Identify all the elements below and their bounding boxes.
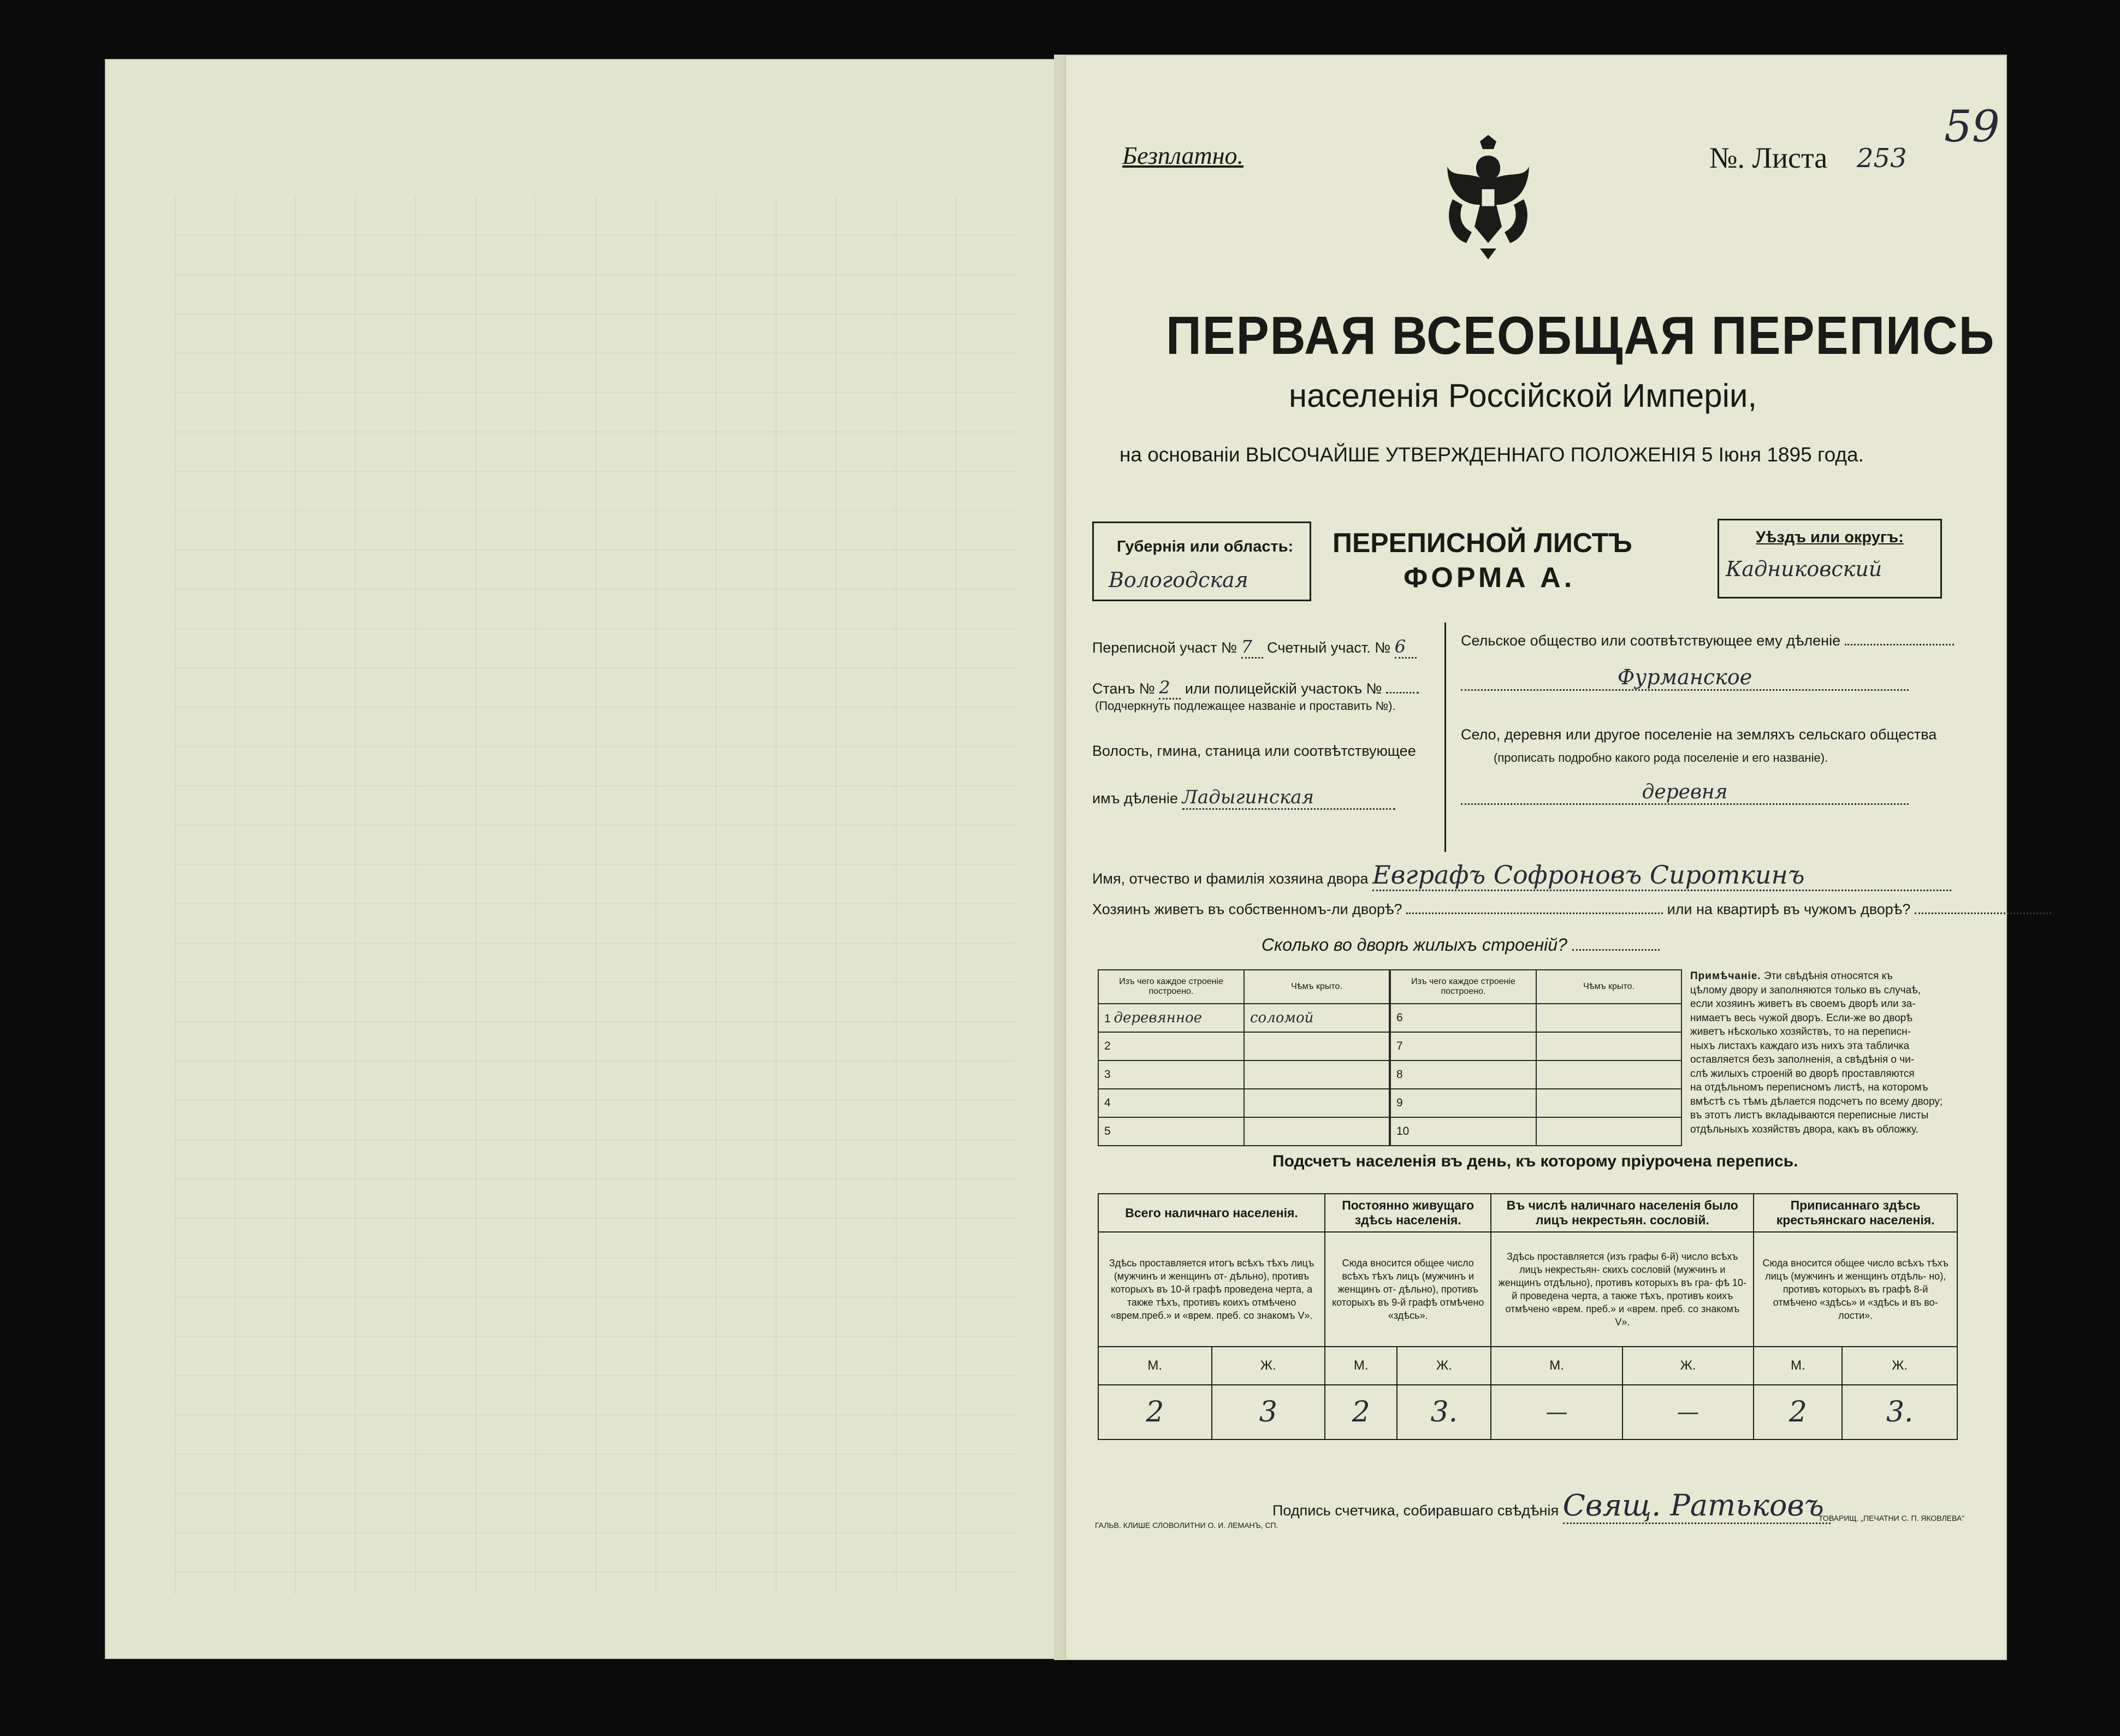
note-line: вмѣстѣ съ тѣмъ дѣлается подсчетъ по всему двору; — [1690, 1095, 1943, 1107]
note-block — [1690, 969, 1958, 1136]
village-note: (прописать подробно какого рода поселеніе и его названіе). — [1494, 751, 1828, 765]
rented-label: или на квартирѣ въ чужомъ дворѣ? — [1667, 901, 1911, 917]
count-col-desc: Здѣсь проставляется итогъ всѣхъ тѣхъ лицъ (мужчинъ и женщинъ от- дѣльно), противъ которыхъ въ 10-й графѣ проведена черта, а также тѣхъ, противъ коихъ отмѣчено «врем.преб.» и «врем. преб. со знакомъ V». — [1098, 1232, 1325, 1347]
note-line: оставляется безъ заполненія, а свѣдѣнія о чи- — [1690, 1054, 1915, 1065]
owner-label: Имя, отчество и фамилія хозяина двора — [1092, 870, 1369, 887]
female-label: Ж. — [1397, 1347, 1491, 1385]
bleed-through-grid — [175, 197, 1016, 1595]
rented-fill — [1915, 913, 2051, 914]
count-section-label: Счетный участ. № — [1267, 639, 1391, 656]
stan-value: 2 — [1159, 677, 1181, 700]
permanent-female: 3. — [1397, 1385, 1491, 1439]
table-row: 9 — [1390, 1089, 1681, 1117]
buildings-table-right — [1390, 969, 1682, 1146]
permanent-male: 2 — [1325, 1385, 1397, 1439]
table-row: 3 — [1098, 1060, 1389, 1089]
count-col-head: Постоянно живущаго здѣсь населенія. — [1325, 1194, 1491, 1232]
buildings-row — [1262, 935, 1660, 955]
note-line: слѣ жилыхъ строеній во дворѣ проставляются — [1690, 1068, 1915, 1080]
col-roof-header: Чѣмъ крыто. — [1244, 970, 1389, 1004]
population-count-table — [1098, 1193, 1958, 1440]
table-row: 1 деревянное соломой — [1098, 1004, 1389, 1032]
male-label: М. — [1325, 1347, 1397, 1385]
archive-number: 59 — [1944, 101, 2000, 152]
gubernia-label: Губернія или область: — [1117, 538, 1294, 555]
sheet-number-value: 253 — [1857, 143, 1907, 174]
volost-label-2: имъ дѣленіе — [1092, 790, 1179, 807]
note-line: цѣлому двору и заполняются только въ случаѣ, — [1690, 984, 1921, 996]
female-label: Ж. — [1622, 1347, 1754, 1385]
owner-row — [1092, 860, 1951, 891]
table-row: 8 — [1390, 1060, 1681, 1089]
table-row: 7 — [1390, 1032, 1681, 1060]
village-value: деревня — [1461, 781, 1909, 805]
decree-line: на основаніи ВЫСОЧАЙШЕ УТВЕРЖДЕННАГО ПОЛОЖЕНІЯ 5 Іюня 1895 года. — [1120, 443, 1864, 466]
subtitle: населенія Россійской Имперіи, — [1289, 377, 1757, 414]
signature-value: Свящ. Ратьковъ — [1563, 1488, 1831, 1524]
fields-divider — [1444, 623, 1446, 852]
buildings-table-left — [1098, 969, 1390, 1146]
table-row: 5 — [1098, 1117, 1389, 1146]
police-label: или полицейскій участокъ № — [1185, 680, 1382, 697]
count-title: Подсчетъ населенія въ день, къ которому пріурочена перепись. — [1272, 1152, 1798, 1170]
count-col-head: Всего наличнаго населенія. — [1098, 1194, 1325, 1232]
noncrestian-male: — — [1491, 1385, 1622, 1439]
note-line: нимаетъ весь чужой дворъ. Если-же во дворѣ — [1690, 1012, 1912, 1024]
village-label: Село, деревня или другое поселеніе на земляхъ сельскаго общества — [1461, 726, 1937, 743]
sheet-number-label: №. Листа — [1709, 141, 1828, 174]
census-section-value: 7 — [1241, 636, 1263, 659]
note-line: въ этотъ листъ вкладываются переписные листы — [1690, 1110, 1929, 1121]
stan-row — [1092, 677, 1419, 700]
count-section-value: 6 — [1395, 636, 1417, 659]
female-label: Ж. — [1842, 1347, 1957, 1385]
count-col-desc: Сюда вносится общее число всѣхъ тѣхъ лицъ (мужчинъ и женщинъ отдѣль- но), противъ которыхъ въ графѣ 8-й отмѣчено «здѣсь» и «здѣсь и въ во- лости». — [1754, 1232, 1957, 1347]
stan-label: Станъ № — [1092, 680, 1155, 697]
uezd-label: Уѣздъ или округъ: — [1756, 529, 1904, 546]
col-roof-header-2: Чѣмъ крыто. — [1536, 970, 1681, 1004]
double-headed-eagle-icon — [1442, 134, 1535, 262]
note-line: если хозяинъ живетъ въ своемъ дворѣ или за- — [1690, 998, 1916, 1010]
table-row: 2 — [1098, 1032, 1389, 1060]
male-label: М. — [1754, 1347, 1842, 1385]
village-value-row — [1461, 781, 1909, 805]
society-value-row — [1461, 665, 1909, 691]
uezd-value: Кадниковский — [1726, 557, 1882, 581]
col-material-header-2: Изъ чего каждое строеніе построено. — [1390, 970, 1536, 1004]
census-section-label: Переписной участ № — [1092, 639, 1237, 656]
buildings-label: Сколько во дворѣ жилыхъ строеній? — [1262, 935, 1567, 955]
signature-row — [1272, 1488, 1831, 1524]
residence-row — [1092, 901, 2051, 918]
census-section-row — [1092, 636, 1417, 659]
volost-value: Ладыгинская — [1182, 786, 1395, 810]
society-row — [1461, 632, 1954, 649]
society-label: Сельское общество или соотвѣтствующее ему дѣленіе — [1461, 632, 1841, 649]
imprint-left: ГАЛЬВ. КЛИШЕ СЛОВОЛИТНИ О. И. ЛЕМАНЪ, СП. — [1095, 1521, 1278, 1530]
table-row: 6 — [1390, 1004, 1681, 1032]
registered-female: 3. — [1842, 1385, 1957, 1439]
owner-value: Евграфъ Софроновъ Сироткинъ — [1372, 860, 1951, 891]
note-line: ныхъ листахъ каждаго изъ нихъ эта табличка — [1690, 1040, 1910, 1052]
volost-row — [1092, 786, 1395, 810]
total-female: 3 — [1212, 1385, 1325, 1439]
imprint-right: ТОВАРИЩ. „ПЕЧАТНИ С. П. ЯКОВЛЕВА" — [1819, 1514, 1965, 1522]
male-label: М. — [1491, 1347, 1622, 1385]
buildings-fill — [1572, 949, 1660, 951]
free-label: Безплатно. — [1122, 141, 1244, 169]
note-title: Примѣчаніе. — [1690, 970, 1761, 982]
count-col-desc: Сюда вносится общее число всѣхъ тѣхъ лицъ (мужчинъ и женщинъ от- дѣльно), противъ которыхъ въ 9-й графѣ отмѣчено «здѣсь». — [1325, 1232, 1491, 1347]
main-title: ПЕРВАЯ ВСЕОБЩАЯ ПЕРЕПИСЬ — [1166, 305, 1995, 365]
society-fill — [1845, 644, 1954, 645]
table-row: 4 — [1098, 1089, 1389, 1117]
registered-male: 2 — [1754, 1385, 1842, 1439]
note-line: отдѣльныхъ хозяйствъ двора, какъ въ обложку. — [1690, 1123, 1918, 1135]
note-line: живетъ нѣсколько хозяйствъ, то на переписн- — [1690, 1026, 1911, 1038]
female-label: Ж. — [1212, 1347, 1325, 1385]
col-material-header: Изъ чего каждое строеніе построено. — [1098, 970, 1244, 1004]
signature-label: Подпись счетчика, собиравшаго свѣдѣнія — [1272, 1502, 1559, 1519]
police-value — [1386, 692, 1419, 694]
gubernia-value: Вологодская — [1109, 568, 1248, 592]
noncrestian-female: — — [1622, 1385, 1754, 1439]
table-row: 10 — [1390, 1117, 1681, 1146]
own-yard-fill — [1406, 913, 1663, 914]
note-line: Эти свѣдѣнія относятся къ — [1763, 970, 1893, 982]
total-male: 2 — [1098, 1385, 1212, 1439]
volost-label-1: Волость, гмина, станица или соотвѣтствующее — [1092, 743, 1416, 759]
own-yard-label: Хозяинъ живетъ въ собственномъ-ли дворѣ? — [1092, 901, 1402, 917]
note-line: на отдѣльномъ переписномъ листѣ, на которомъ — [1690, 1082, 1928, 1093]
count-col-head: Приписаннаго здѣсь крестьянскаго населенія. — [1754, 1194, 1957, 1232]
society-value: Фурманское — [1461, 665, 1909, 691]
male-label: М. — [1098, 1347, 1212, 1385]
census-sheet-title: ПЕРЕПИСНОЙ ЛИСТЪ — [1333, 528, 1632, 558]
count-col-desc: Здѣсь проставляется (изъ графы 6-й) число всѣхъ лицъ некрестьян- скихъ сословій (мужчинъ и женщинъ отдѣльно), противъ которыхъ въ гра- фѣ 10-й проведена черта, а также тѣхъ, противъ коихъ отмѣчено «врем. преб.» и «врем. преб. со знакомъ V». — [1491, 1232, 1754, 1347]
count-col-head: Въ числѣ наличнаго населенія было лицъ некрестьян. сословій. — [1491, 1194, 1754, 1232]
underline-note: (Подчеркнуть подлежащее названіе и проставить №). — [1095, 699, 1396, 713]
form-title: ФОРМА А. — [1404, 562, 1576, 594]
